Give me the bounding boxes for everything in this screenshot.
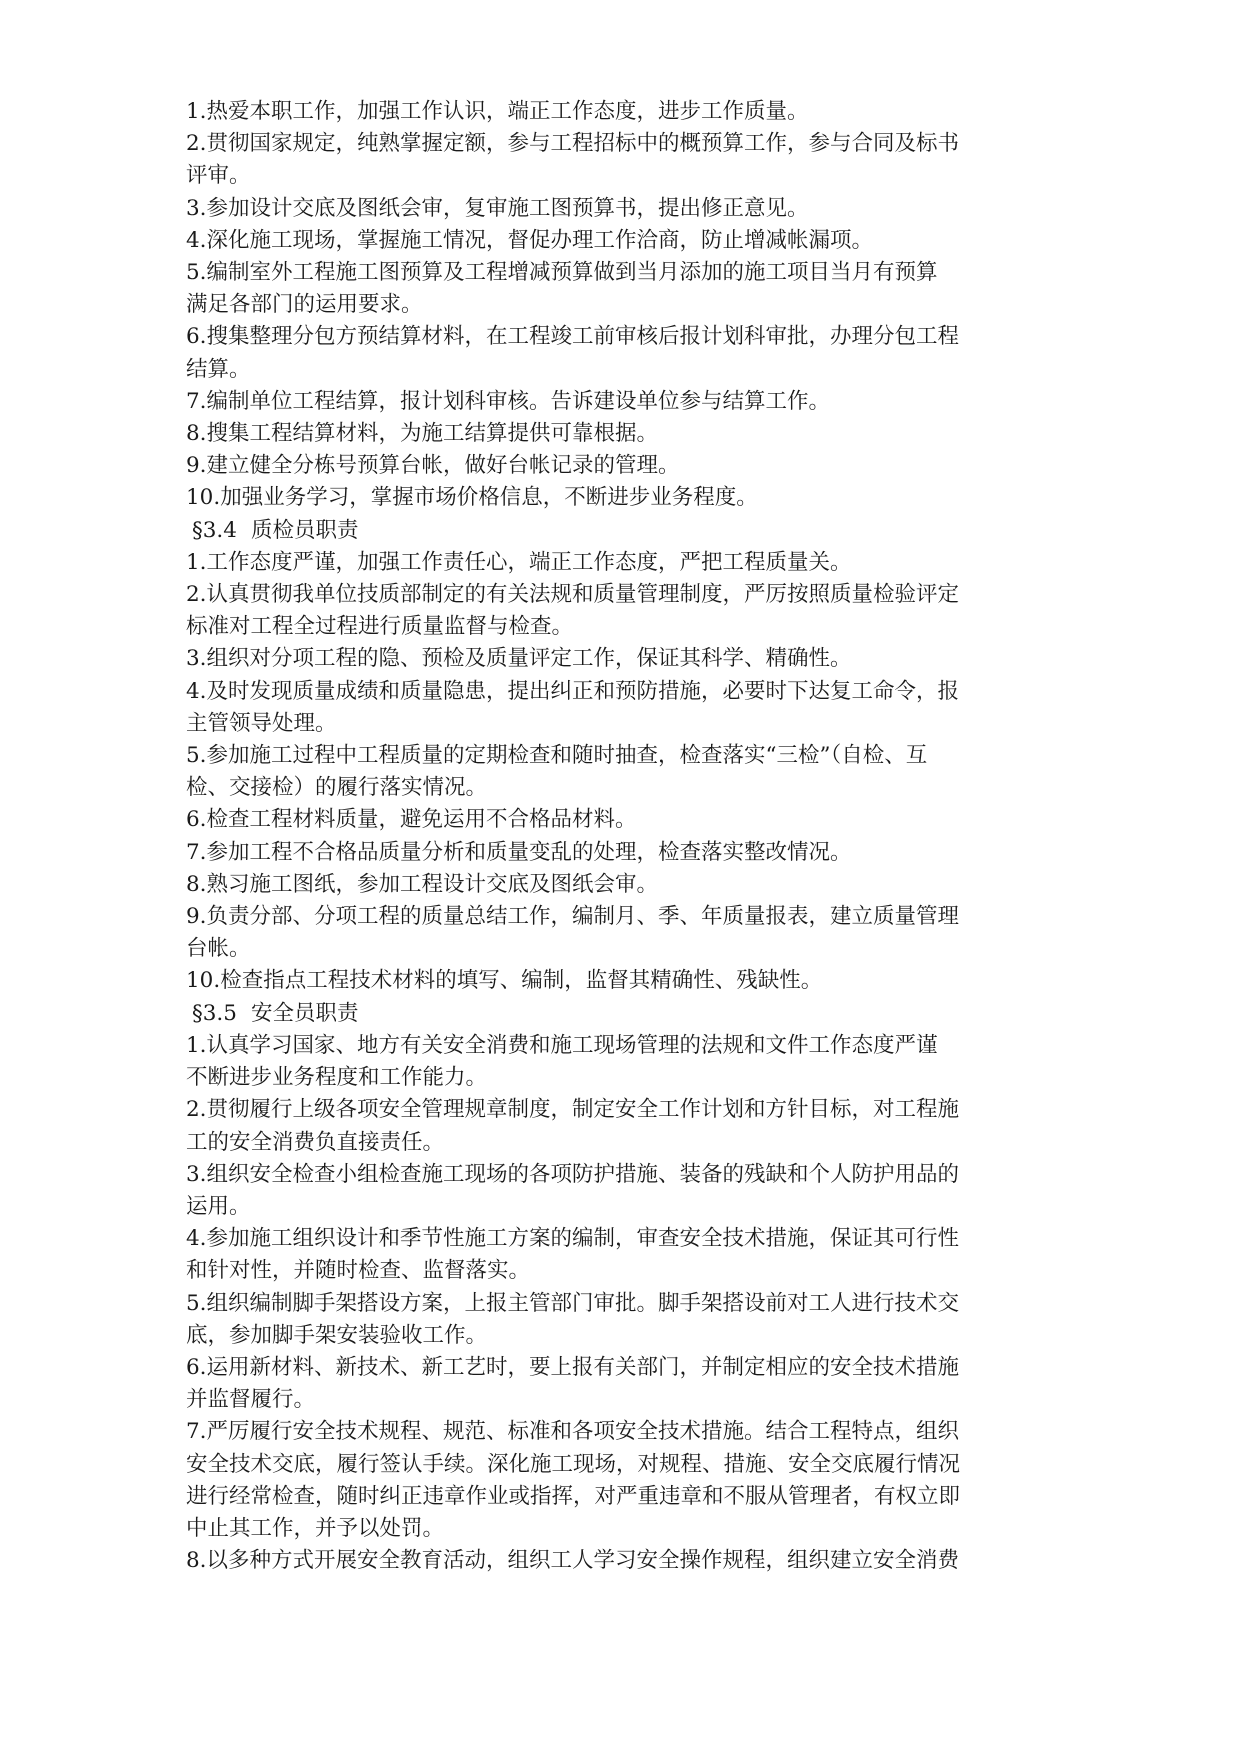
text-line: 2.认真贯彻我单位技质部制定的有关法规和质量管理制度，严厉按照质量检验评定 xyxy=(186,582,960,608)
text-line: 6.运用新材料、新技术、新工艺时，要上报有关部门，并制定相应的安全技术措施 xyxy=(186,1354,960,1380)
text-line: 评审。 xyxy=(186,163,251,189)
text-line: 8.搜集工程结算材料，为施工结算提供可靠根据。 xyxy=(186,421,659,447)
text-line: 7.编制单位工程结算，报计划科审核。告诉建设单位参与结算工作。 xyxy=(186,388,831,414)
text-line: 5.组织编制脚手架搭设方案，上报主管部门审批。脚手架搭设前对工人进行技术交 xyxy=(186,1290,960,1316)
text-line: 进行经常检查，随时纠正违章作业或指挥，对严重违章和不服从管理者，有权立即 xyxy=(186,1483,961,1509)
text-line: 8.以多种方式开展安全教育活动，组织工人学习安全操作规程，组织建立安全消费 xyxy=(186,1548,960,1574)
text-line: 工的安全消费负直接责任。 xyxy=(186,1129,445,1155)
section-quality-inspector xyxy=(186,515,1066,998)
text-line: 2.贯彻国家规定，纯熟掌握定额，参与工程招标中的概预算工作，参与合同及标书 xyxy=(186,131,960,157)
text-line: 9.建立健全分栋号预算台帐，做好台帐记录的管理。 xyxy=(186,453,680,479)
section-number: §3.4 xyxy=(192,517,237,543)
section-safety-officer xyxy=(186,998,1066,1578)
text-line: 7.严厉履行安全技术规程、规范、标准和各项安全技术措施。结合工程特点，组织 xyxy=(186,1419,960,1445)
text-line: 6.搜集整理分包方预结算材料，在工程竣工前审核后报计划科审批，办理分包工程 xyxy=(186,324,960,350)
text-line: 2.贯彻履行上级各项安全管理规章制度，制定安全工作计划和方针目标，对工程施 xyxy=(186,1097,960,1123)
section-budget-duties xyxy=(186,96,1066,515)
text-line: 9.负责分部、分项工程的质量总结工作，编制月、季、年质量报表，建立质量管理 xyxy=(186,904,960,930)
text-line: 不断进步业务程度和工作能力。 xyxy=(186,1065,488,1091)
text-line: 1.热爱本职工作，加强工作认识，端正工作态度，进步工作质量。 xyxy=(186,99,809,124)
text-line: 底，参加脚手架安装验收工作。 xyxy=(186,1322,488,1348)
text-line: 运用。 xyxy=(186,1193,251,1219)
text-line: 3.参加设计交底及图纸会审，复审施工图预算书，提出修正意见。 xyxy=(186,195,809,221)
text-line: 4.深化施工现场，掌握施工情况，督促办理工作洽商，防止增减帐漏项。 xyxy=(186,227,874,253)
text-line: 7.参加工程不合格品质量分析和质量变乱的处理，检查落实整改情况。 xyxy=(186,839,852,865)
section-title: 安全员职责 xyxy=(250,1000,359,1026)
text-line: 中止其工作，并予以处罚。 xyxy=(186,1515,445,1541)
text-line: 并监督履行。 xyxy=(186,1387,316,1413)
section-title: 质检员职责 xyxy=(250,517,359,543)
text-line: 满足各部门的运用要求。 xyxy=(186,292,423,318)
text-line: 标准对工程全过程进行质量监督与检查。 xyxy=(186,614,574,640)
text-line: 1.认真学习国家、地方有关安全消费和施工现场管理的法规和文件工作态度严谨 xyxy=(186,1032,938,1058)
text-line: 4.参加施工组织设计和季节性施工方案的编制，审查安全技术措施，保证其可行性 xyxy=(186,1226,960,1252)
text-line: 5.编制室外工程施工图预算及工程增减预算做到当月添加的施工项目当月有预算 xyxy=(186,260,938,286)
text-line: 台帐。 xyxy=(186,936,251,962)
text-line: 安全技术交底，履行签认手续。深化施工现场，对规程、措施、安全交底履行情况 xyxy=(186,1451,961,1477)
text-line: 8.熟习施工图纸，参加工程设计交底及图纸会审。 xyxy=(186,871,659,897)
text-line: 5.参加施工过程中工程质量的定期检查和随时抽查，检查落实“三检”（自检、互 xyxy=(186,743,928,769)
text-line: 4.及时发现质量成绩和质量隐患，提出纠正和预防措施，必要时下达复工命令，报 xyxy=(186,678,960,704)
text-line: 6.检查工程材料质量，避免运用不合格品材料。 xyxy=(186,807,637,833)
text-line: 和针对性，并随时检查、监督落实。 xyxy=(186,1258,531,1284)
section-number: §3.5 xyxy=(192,1000,237,1026)
document-body xyxy=(186,96,1066,1577)
text-line: 3.组织安全检查小组检查施工现场的各项防护措施、装备的残缺和个人防护用品的 xyxy=(186,1161,960,1187)
text-line: 3.组织对分项工程的隐、预检及质量评定工作，保证其科学、精确性。 xyxy=(186,646,852,672)
text-line: 结算。 xyxy=(186,356,251,382)
section-heading xyxy=(186,515,1066,547)
text-line: 10.检查指点工程技术材料的填写、编制，监督其精确性、残缺性。 xyxy=(186,968,823,994)
text-line: 检、交接检）的履行落实情况。 xyxy=(186,775,488,801)
text-line: 主管领导处理。 xyxy=(186,710,337,736)
text-line: 1.工作态度严谨，加强工作责任心，端正工作态度，严把工程质量关。 xyxy=(186,549,852,575)
text-line: 10.加强业务学习，掌握市场价格信息，不断进步业务程度。 xyxy=(186,485,758,511)
section-heading xyxy=(186,998,1066,1030)
